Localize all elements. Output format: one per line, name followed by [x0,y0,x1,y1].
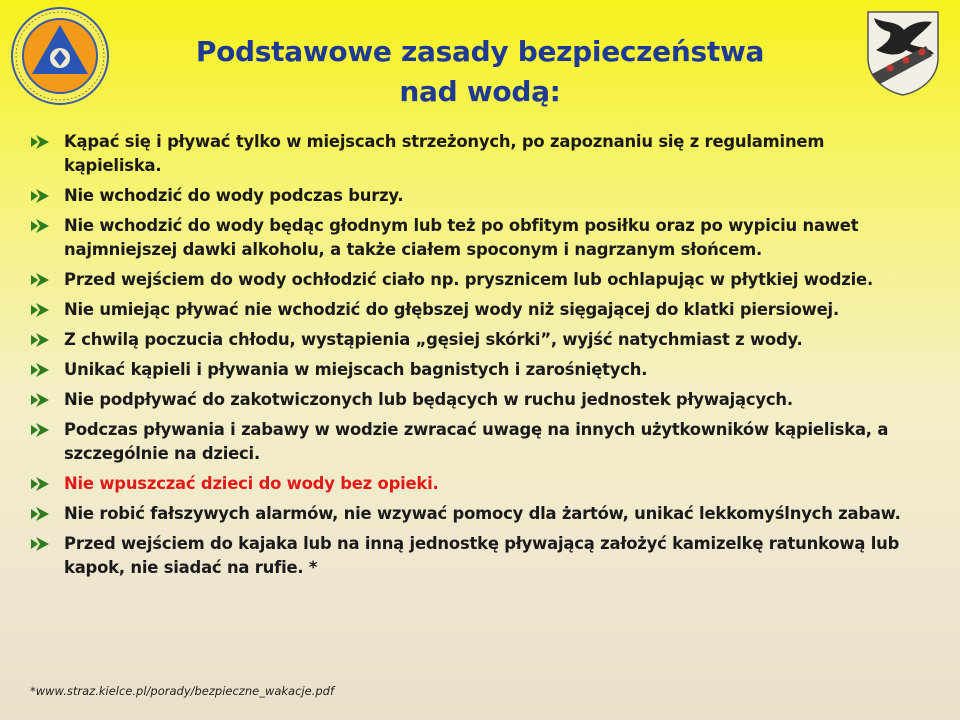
rule-text: Kąpać się i pływać tylko w miejscach strzeżonych, po zapoznaniu się z regulaminem kąpieliska. [64,132,825,175]
rule-text: Nie wchodzić do wody będąc głodnym lub też po obfitym posiłku oraz po wypiciu nawet najmniejszej dawki alkoholu, a także ciałem spoconym i nagrzanym słońcem. [64,216,859,259]
list-item [30,214,920,262]
list-item [30,388,920,412]
page-title-line-1: Podstawowe zasady bezpieczeństwa [195,35,765,68]
rule-text: Unikać kąpieli i pływania w miejscach bagnistych i zarośniętych. [64,360,648,379]
list-item [30,298,920,322]
arrow-bullet-icon [30,219,50,233]
safety-rules-list [30,130,920,586]
rule-text: Nie podpływać do zakotwiczonych lub będących w ruchu jednostek pływających. [64,390,793,409]
arrow-bullet-icon [30,333,50,347]
arrow-bullet-icon [30,507,50,521]
rule-text: Przed wejściem do kajaka lub na inną jednostkę pływającą założyć kamizelkę ratunkową lub kapok, nie siadać na rufie. * [64,534,900,577]
arrow-bullet-icon [30,135,50,149]
arrow-bullet-icon [30,303,50,317]
rule-text: Przed wejściem do wody ochłodzić ciało np. prysznicem lub ochlapując w płytkiej wodzie. [64,270,873,289]
list-item [30,268,920,292]
rule-text: Nie wchodzić do wody podczas burzy. [64,186,404,205]
page-title [0,32,960,112]
list-item [30,328,920,352]
list-item [30,418,920,466]
list-item [30,130,920,178]
list-item [30,502,920,526]
list-item [30,532,920,580]
rule-text: Nie umiejąc pływać nie wchodzić do głębszej wody niż sięgającej do klatki piersiowej. [64,300,839,319]
page-title-line-2: nad wodą: [399,75,561,108]
arrow-bullet-icon [30,477,50,491]
source-footnote: *www.straz.kielce.pl/porady/bezpieczne_wakacje.pdf [30,684,335,698]
rule-text: Nie robić fałszywych alarmów, nie wzywać pomocy dla żartów, unikać lekkomyślnych zabaw. [64,504,901,523]
arrow-bullet-icon [30,363,50,377]
rule-text: Z chwilą poczucia chłodu, wystąpienia „gęsiej skórki”, wyjść natychmiast z wody. [64,330,803,349]
list-item-highlighted [30,472,920,496]
list-item [30,184,920,208]
arrow-bullet-icon [30,537,50,551]
arrow-bullet-icon [30,393,50,407]
list-item [30,358,920,382]
arrow-bullet-icon [30,423,50,437]
arrow-bullet-icon [30,189,50,203]
rule-text: Podczas pływania i zabawy w wodzie zwracać uwagę na innych użytkowników kąpieliska, a szczególnie na dzieci. [64,420,889,463]
arrow-bullet-icon [30,273,50,287]
rule-text: Nie wpuszczać dzieci do wody bez opieki. [64,474,439,493]
